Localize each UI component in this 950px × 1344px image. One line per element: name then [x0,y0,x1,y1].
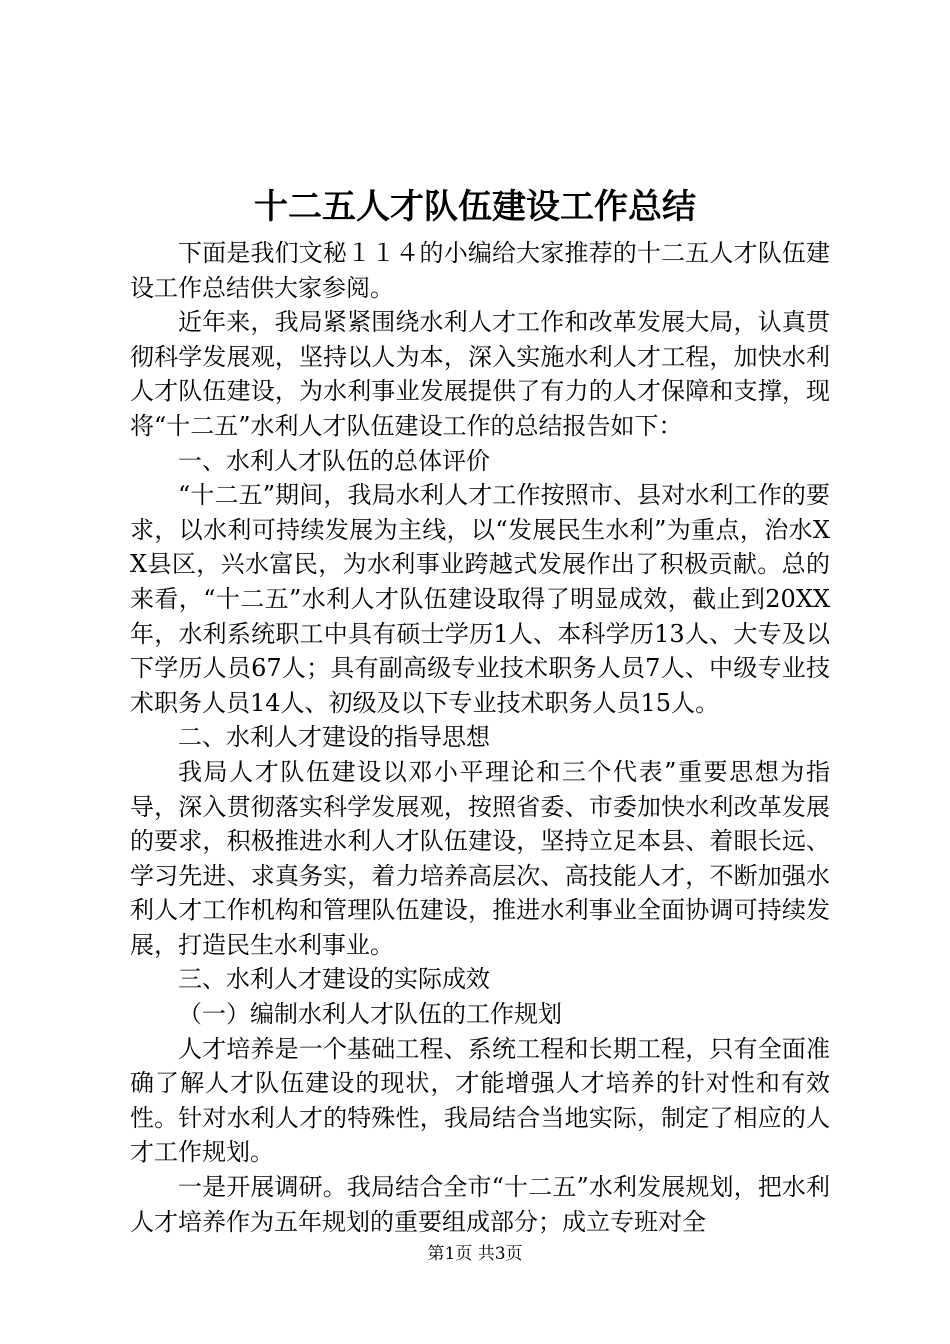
paragraph-evaluation: “十二五”期间，我局水利人才工作按照市、县对水利工作的要求，以水利可持续发展为主线，以“发展民生水利”为重点，治水XX县区，兴水富民，为水利事业跨越式发展作出了积极贡献。总的来看，“十二五”水利人才队伍建设取得了明显成效，截止到20XX年，水利系统职工中具有硕士学历1人、本科学历13人、大专及以下学历人员67人；具有副高级专业技术职务人员7人、中级专业技术职务人员14人、初级及以下专业技术职务人员15人。 [130,481,830,717]
document-body [130,236,830,1239]
section-heading-2: 二、水利人才建设的指导思想 [178,723,490,752]
paragraph-overview: 近年来，我局紧紧围绕水利人才工作和改革发展大局，认真贯彻科学发展观，坚持以人为本，深入实施水利人才工程，加快水利人才队伍建设，为水利事业发展提供了有力的人才保障和支撑，现将“十二五”水利人才队伍建设工作的总结报告如下： [130,308,830,440]
paragraph-research: 一是开展调研。我局结合全市“十二五”水利发展规划，把水利人才培养作为五年规划的重要组成部分；成立专班对全 [130,1173,830,1236]
document-title: 十二五人才队伍建设工作总结 [254,187,696,227]
section-heading-3: 三、水利人才建设的实际成效 [178,965,490,994]
page-number-footer: 第1页 共3页 [427,1244,523,1264]
paragraph-guiding-thought: 我局人才队伍建设以邓小平理论和三个代表”重要思想为指导，深入贯彻落实科学发展观，按照省委、市委加快水利改革发展的要求，积极推进水利人才队伍建设，坚持立足本县、着眼长远、学习先进、求真务实，着力培养高层次、高技能人才，不断加强水利人才工作机构和管理队伍建设，推进水利事业全面协调可持续发展，打造民生水利事业。 [130,757,830,959]
section-heading-1: 一、水利人才队伍的总体评价 [178,446,490,475]
subsection-heading-1: （一）编制水利人才队伍的工作规划 [178,1000,562,1029]
paragraph-planning: 人才培养是一个基础工程、系统工程和长期工程，只有全面准确了解人才队伍建设的现状，才能增强人才培养的针对性和有效性。针对水利人才的特殊性，我局结合当地实际，制定了相应的人才工作规划。 [130,1034,830,1167]
paragraph-intro: 下面是我们文秘１１４的小编给大家推荐的十二五人才队伍建设工作总结供大家参阅。 [130,239,830,302]
